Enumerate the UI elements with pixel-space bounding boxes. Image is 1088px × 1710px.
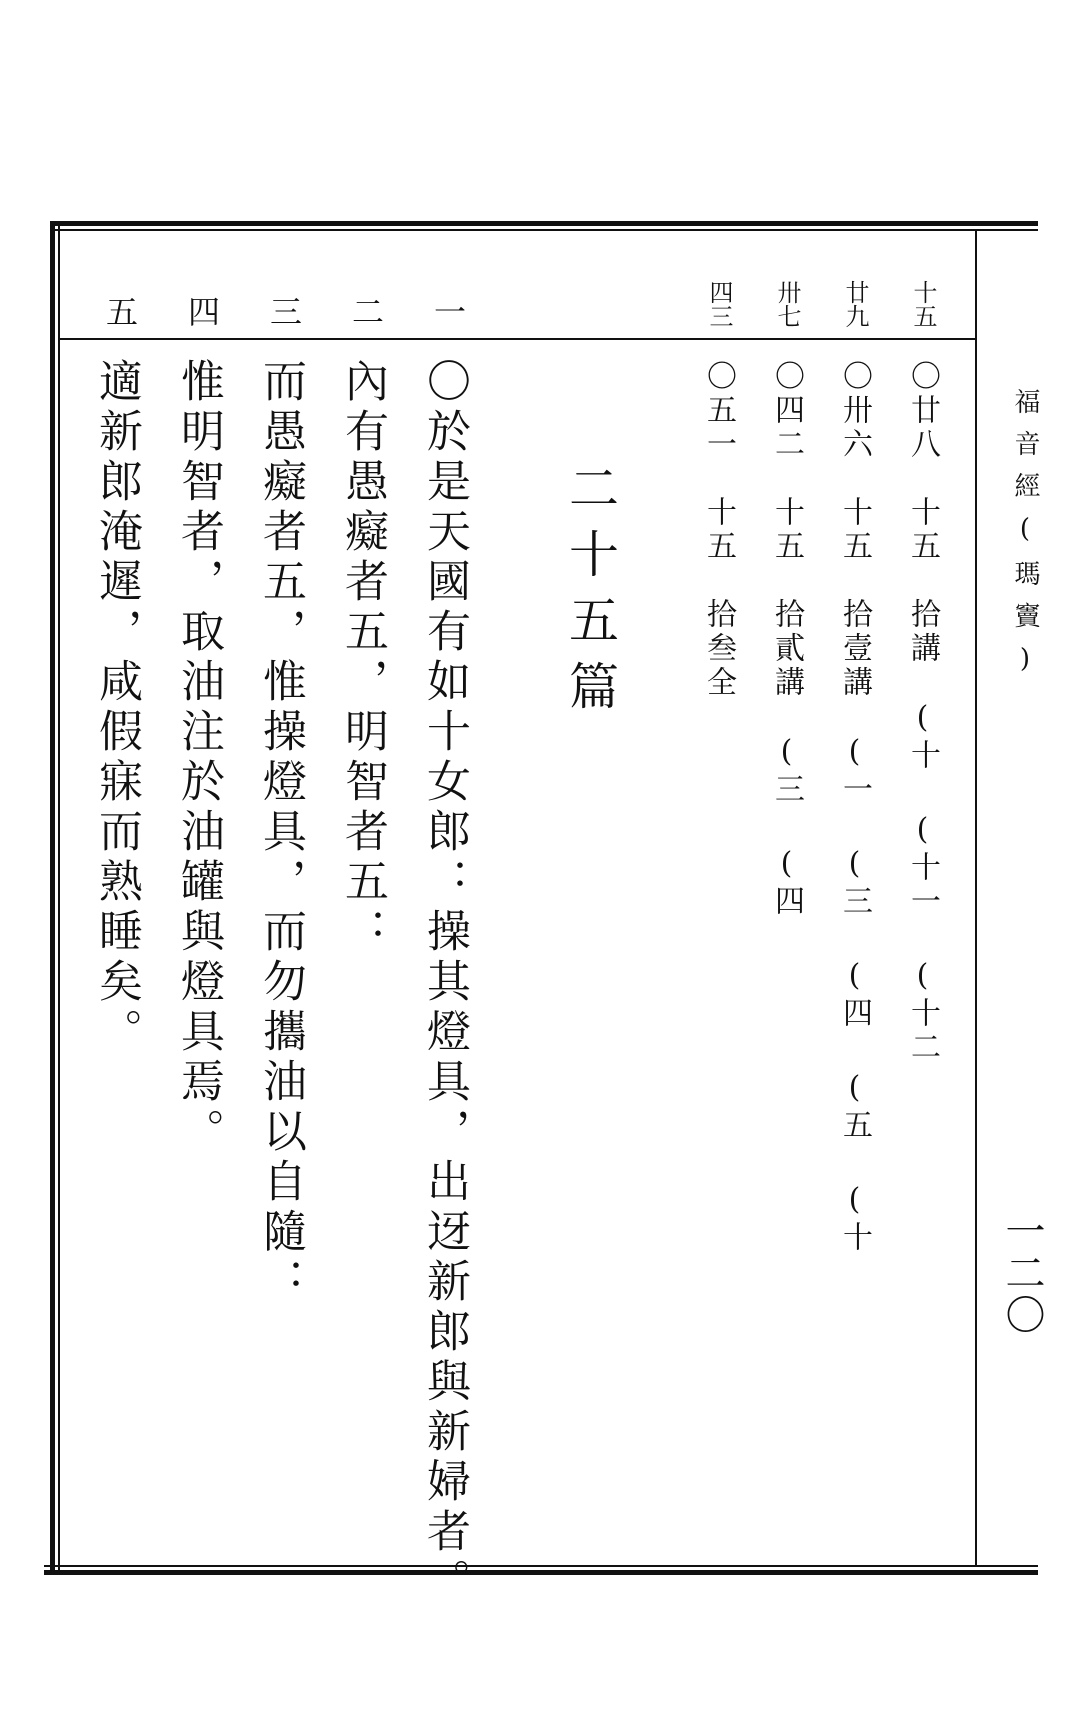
frame-bottom-border [44,1565,1038,1575]
page-number: 一二〇 [999,1210,1045,1336]
verse-number: 四 [183,295,221,327]
verse-number: 三 [265,295,303,327]
reference-head: 四三 [705,280,733,328]
reference-head: 十五 [909,280,937,328]
verse-text: 〇於是天國有如十女郎：操其燈具，出迓新郎與新婦者。 [419,358,470,1608]
verse-text: 惟明智者，取油注於油罐與燈具焉。 [173,358,224,1158]
frame-top-border [50,221,1038,231]
verse-number: 二 [347,295,385,327]
reference-line: 〇廿八 十五 拾講 (十 (十一 (十二 [905,360,940,1065]
reference-line: 〇卅六 十五 拾壹講 (一 (三 (四 (五 (十 [837,360,872,1255]
verse-number-rule [60,338,975,340]
reference-head: 廿九 [841,280,869,328]
reference-line: 〇五一 十五 拾叁全 [701,360,736,700]
frame-left-border [50,221,60,1575]
book-title: 福音經(瑪竇) [1010,388,1040,690]
frame-right-border [975,231,977,1567]
reference-line: 〇四二 十五 拾貳講 (三 (四 [769,360,804,919]
verse-number: 五 [101,295,139,327]
verse-text: 而愚癡者五，惟操燈具，而勿攜油以自隨： [255,358,306,1308]
chapter-title: 二十五篇 [561,462,619,726]
reference-head: 卅七 [773,280,801,328]
verse-text: 內有愚癡者五，明智者五： [337,358,388,958]
verse-number: 一 [429,295,467,327]
verse-text: 適新郎淹遲，咸假寐而熟睡矣。 [91,358,142,1058]
